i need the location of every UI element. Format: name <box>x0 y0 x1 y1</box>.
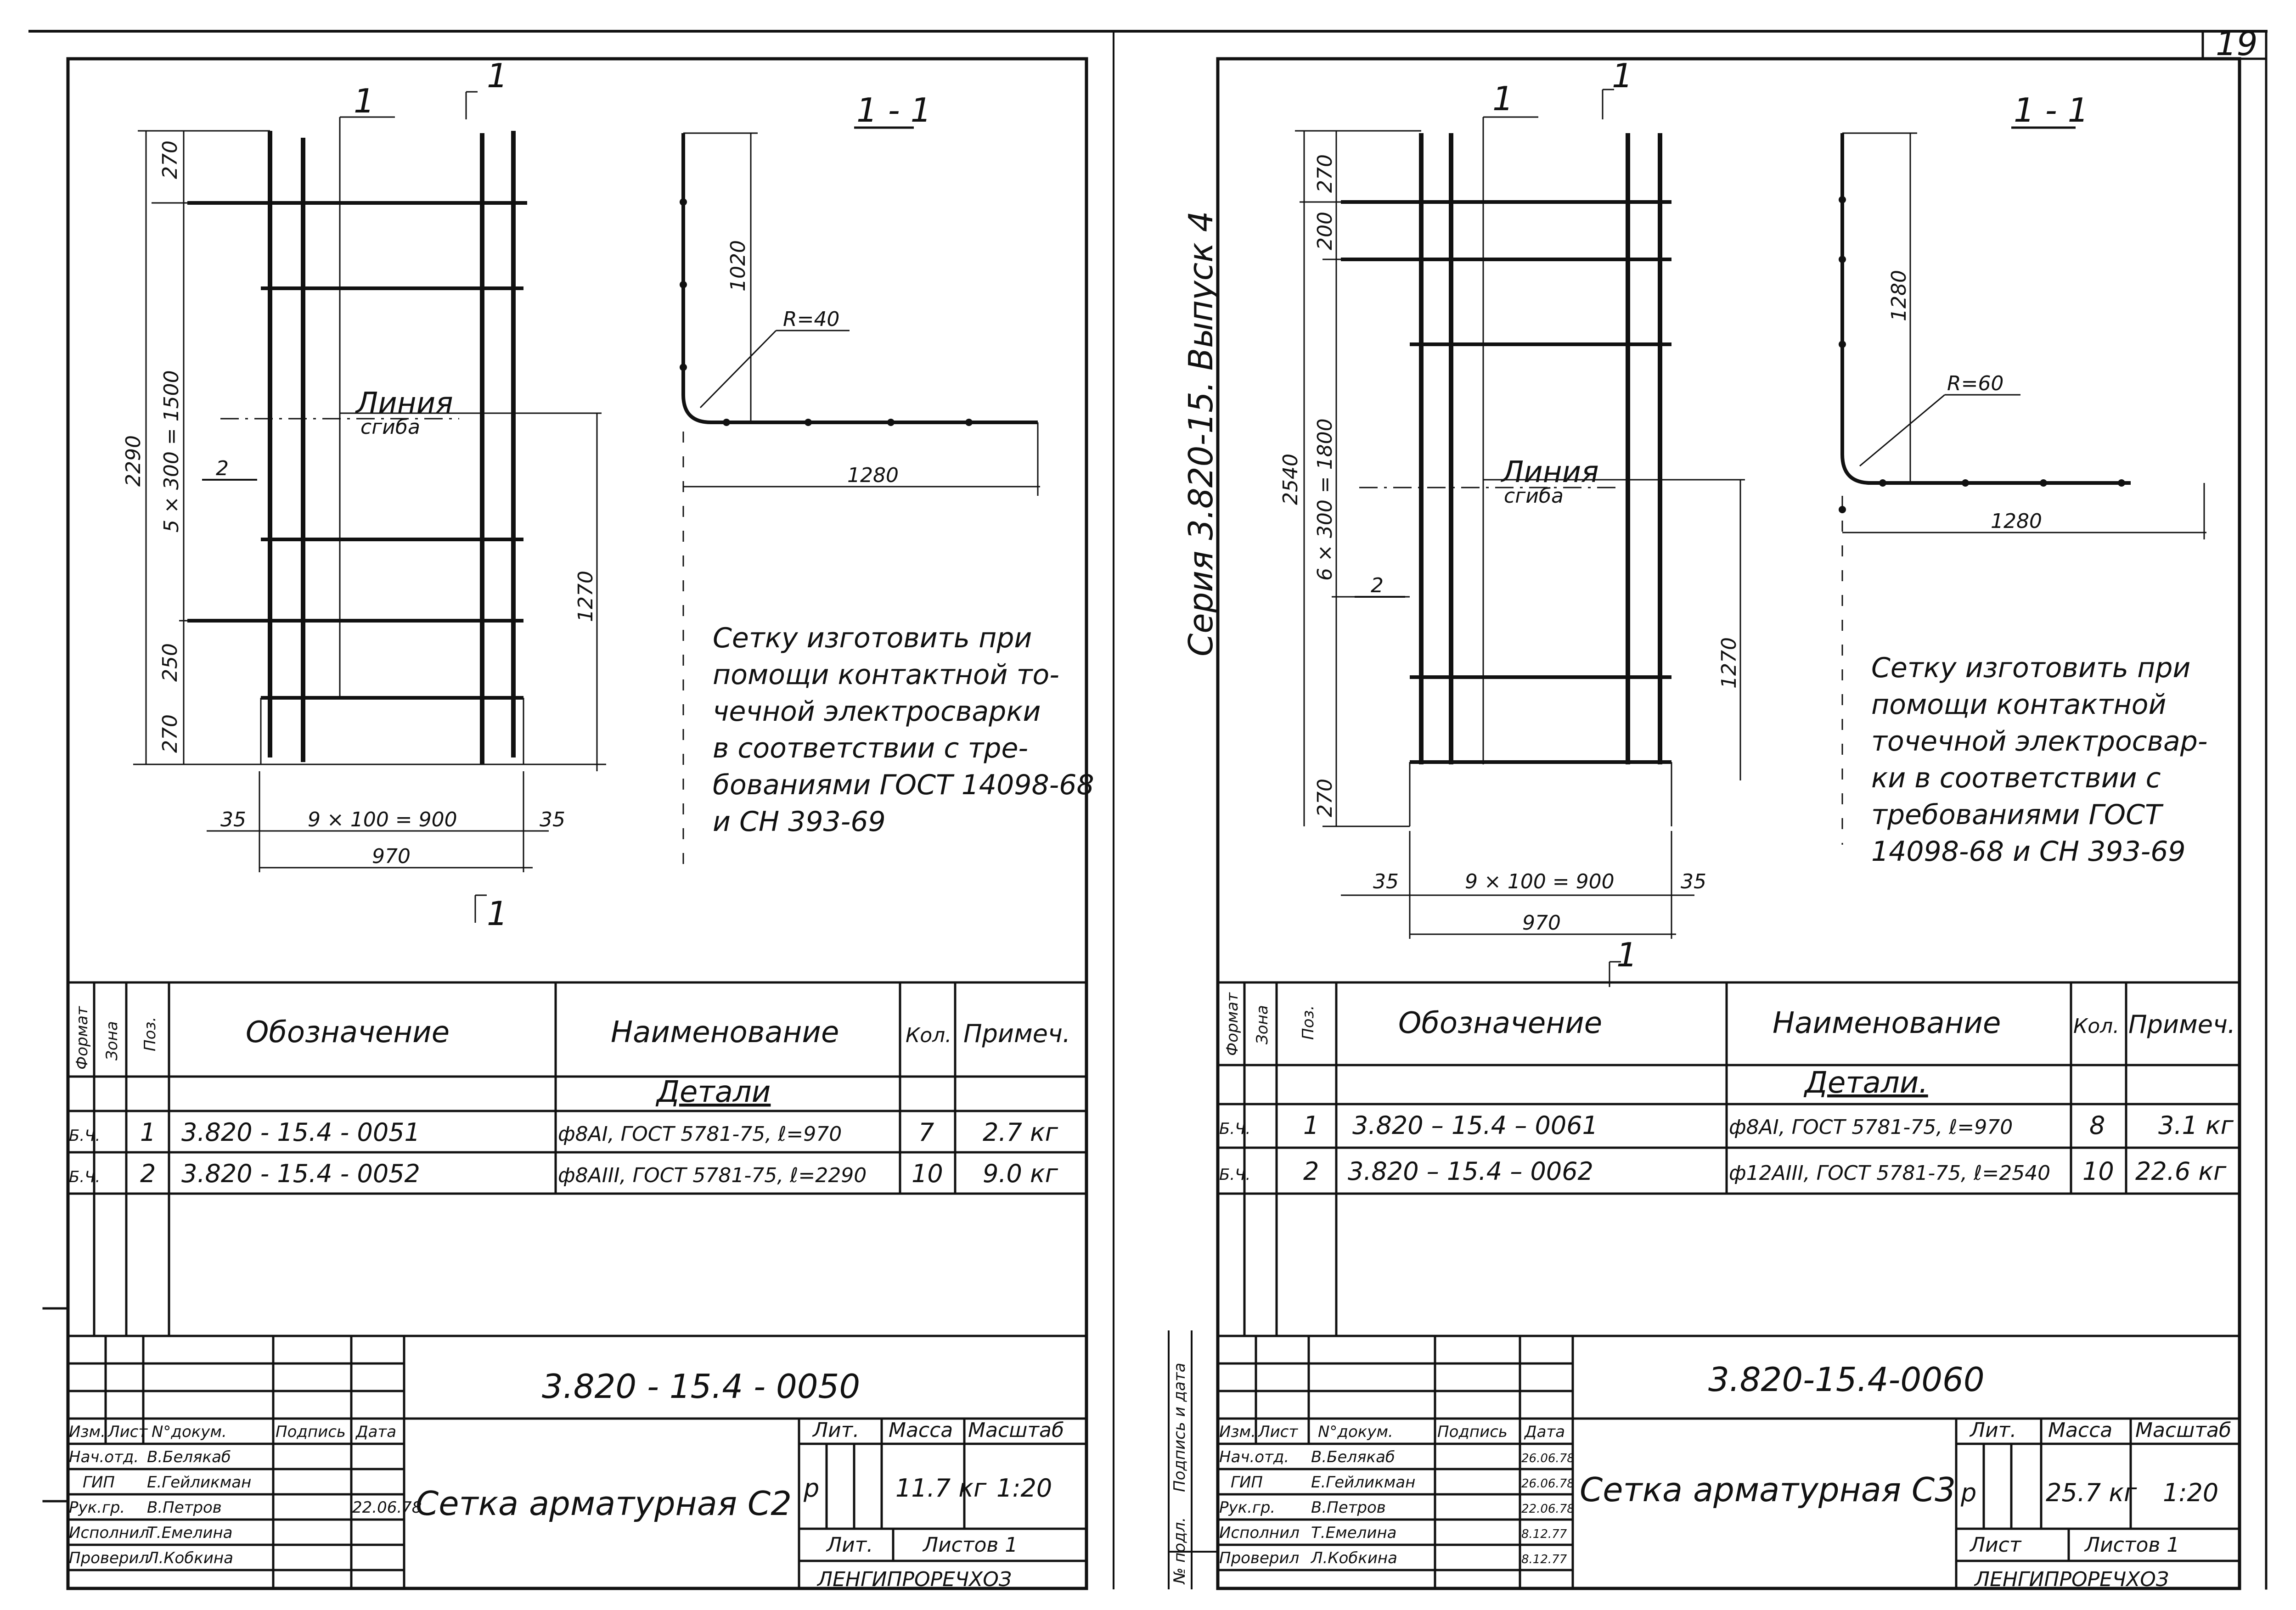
left-dim-bottom: 270 <box>158 714 182 753</box>
svg-text:Сетку изготовить при: Сетку изготовить при <box>713 622 1032 654</box>
left-title: Сетка арматурная С2 <box>416 1484 792 1523</box>
svg-text:Б.Ч.: Б.Ч. <box>1219 1166 1251 1184</box>
left-doc-code: 3.820 - 15.4 - 0050 <box>542 1367 861 1406</box>
svg-text:N°докум.: N°докум. <box>1318 1423 1393 1441</box>
left-dim-left35: 35 <box>220 808 246 831</box>
svg-text:В.Петров: В.Петров <box>1311 1498 1386 1517</box>
right-doc-code: 3.820-15.4-0060 <box>1708 1360 1985 1399</box>
svg-text:1: 1 <box>1612 56 1633 95</box>
svg-text:Проверил: Проверил <box>1219 1549 1300 1567</box>
svg-text:Б.Ч.: Б.Ч. <box>69 1168 101 1186</box>
left-hdr-name: Наименование <box>611 1015 839 1049</box>
svg-text:Лист: Лист <box>1258 1423 1298 1441</box>
svg-text:Рук.гр.: Рук.гр. <box>69 1498 125 1517</box>
svg-text:Е.Гейликман: Е.Гейликман <box>147 1473 252 1492</box>
svg-text:14098-68 и СН 393-69: 14098-68 и СН 393-69 <box>1871 836 2186 868</box>
svg-text:270: 270 <box>1313 154 1337 193</box>
right-title-block <box>1219 1360 2231 1591</box>
svg-text:R=60: R=60 <box>1947 372 2004 395</box>
left-dim-spacing: 5 × 300 = 1500 <box>160 370 183 533</box>
svg-text:9.0 кг: 9.0 кг <box>983 1159 1058 1188</box>
right-mass: 25.7 кг <box>2046 1478 2137 1507</box>
svg-text:Подпись и дата: Подпись и дата <box>1171 1363 1189 1492</box>
svg-text:35: 35 <box>1373 870 1399 893</box>
left-dim-flat: 1280 <box>847 464 899 487</box>
left-cut-label-a: 1 <box>354 82 375 120</box>
svg-text:970: 970 <box>1522 911 1561 935</box>
right-fabrication-note <box>1871 652 2208 868</box>
svg-text:2: 2 <box>140 1159 156 1188</box>
svg-text:1: 1 <box>1616 936 1638 974</box>
svg-text:Листов 1: Листов 1 <box>2085 1533 2180 1557</box>
left-dimensions <box>122 56 931 933</box>
svg-text:ГИП: ГИП <box>83 1473 115 1492</box>
svg-text:ф8АI, ГОСТ 5781-75, ℓ=970: ф8АI, ГОСТ 5781-75, ℓ=970 <box>1729 1116 2013 1139</box>
svg-text:1: 1 <box>1492 79 1514 118</box>
svg-text:Т.Емелина: Т.Емелина <box>147 1524 233 1542</box>
svg-text:Обозначение: Обозначение <box>1398 1006 1603 1040</box>
svg-text:1: 1 <box>140 1118 156 1147</box>
svg-text:Л.Кобкина: Л.Кобкина <box>1311 1549 1397 1567</box>
svg-text:точечной электросвар-: точечной электросвар- <box>1871 725 2208 757</box>
svg-text:1280: 1280 <box>1887 270 1911 321</box>
svg-text:№ подл.: № подл. <box>1171 1517 1189 1584</box>
svg-text:2540: 2540 <box>1279 454 1302 505</box>
svg-text:Исполнил: Исполнил <box>1219 1524 1300 1542</box>
svg-text:ЛЕНГИПРОРЕЧХОЗ: ЛЕНГИПРОРЕЧХОЗ <box>1975 1568 2169 1591</box>
svg-text:7: 7 <box>918 1118 934 1147</box>
svg-text:10: 10 <box>912 1159 943 1188</box>
svg-text:8.12.77: 8.12.77 <box>1521 1527 1567 1541</box>
svg-text:Б.Ч.: Б.Ч. <box>1219 1120 1251 1138</box>
svg-text:Масса: Масса <box>889 1419 953 1442</box>
left-hdr-qty: Кол. <box>906 1024 952 1047</box>
svg-text:8.12.77: 8.12.77 <box>1521 1553 1567 1566</box>
svg-text:Линия: Линия <box>1502 455 1599 489</box>
svg-text:26.06.78: 26.06.78 <box>1521 1477 1575 1491</box>
svg-text:В.Белякаб: В.Белякаб <box>147 1448 231 1466</box>
right-section-title: 1 - 1 <box>2014 91 2089 129</box>
svg-text:35: 35 <box>1681 870 1706 893</box>
svg-text:8: 8 <box>2089 1111 2105 1140</box>
svg-text:Е.Гейликман: Е.Гейликман <box>1311 1473 1416 1492</box>
svg-text:сгиба: сгиба <box>1504 484 1564 508</box>
svg-text:Наименование: Наименование <box>1773 1006 2001 1040</box>
svg-text:Дата: Дата <box>356 1423 397 1441</box>
svg-text:ф12АIII, ГОСТ 5781-75, ℓ=2540: ф12АIII, ГОСТ 5781-75, ℓ=2540 <box>1729 1161 2051 1185</box>
left-fabrication-note <box>713 622 1094 838</box>
left-scale: 1:20 <box>996 1474 1052 1503</box>
svg-text:помощи контактной то-: помощи контактной то- <box>713 659 1059 691</box>
svg-text:Б.Ч.: Б.Ч. <box>69 1127 101 1145</box>
svg-text:Кол.: Кол. <box>2073 1015 2120 1038</box>
series-label: Серия 3.820-15. Выпуск 4 <box>1182 211 1220 656</box>
svg-text:3.820 – 15.4 – 0061: 3.820 – 15.4 – 0061 <box>1352 1111 1598 1140</box>
left-section-title: 1 - 1 <box>856 91 932 129</box>
left-title-block <box>69 1367 1064 1591</box>
left-date: 22.06.78 <box>352 1498 422 1517</box>
svg-text:В.Петров: В.Петров <box>147 1498 222 1517</box>
left-spec-table <box>69 1006 1070 1188</box>
svg-text:р: р <box>804 1474 820 1503</box>
svg-text:Формат: Формат <box>1223 993 1242 1056</box>
svg-text:3.1 кг: 3.1 кг <box>2158 1111 2234 1140</box>
svg-text:10: 10 <box>2082 1157 2114 1186</box>
left-dim-bend: 1270 <box>574 571 597 622</box>
left-cut-label-c: 1 <box>487 894 508 933</box>
svg-text:3.820 - 15.4 - 0051: 3.820 - 15.4 - 0051 <box>181 1118 420 1147</box>
svg-text:Подпись: Подпись <box>1437 1423 1508 1441</box>
svg-text:Рук.гр.: Рук.гр. <box>1219 1498 1276 1517</box>
svg-text:бованиями ГОСТ 14098-68: бованиями ГОСТ 14098-68 <box>713 769 1094 801</box>
left-bend-line-2: сгиба <box>360 415 421 439</box>
left-bend-line-1: Линия <box>356 387 453 421</box>
svg-text:Т.Емелина: Т.Емелина <box>1311 1524 1397 1542</box>
right-section-details: Детали. <box>1805 1066 1928 1100</box>
svg-text:Нач.отд.: Нач.отд. <box>69 1448 139 1466</box>
left-dim-width: 970 <box>372 845 411 868</box>
svg-text:ГИП: ГИП <box>1231 1473 1263 1492</box>
svg-text:ЛЕНГИПРОРЕЧХОЗ: ЛЕНГИПРОРЕЧХОЗ <box>817 1568 1012 1591</box>
svg-text:1270: 1270 <box>1717 637 1741 689</box>
svg-text:N°докум.: N°докум. <box>152 1423 227 1441</box>
svg-text:Изм.: Изм. <box>1219 1423 1256 1441</box>
svg-text:2: 2 <box>1371 574 1384 597</box>
svg-text:Л.Кобкина: Л.Кобкина <box>147 1549 233 1567</box>
svg-text:200: 200 <box>1313 212 1337 250</box>
left-dim-total: 2290 <box>122 435 145 487</box>
left-pos-2: 2 <box>216 457 229 480</box>
page-number: 19 <box>2216 24 2258 63</box>
svg-text:Масштаб: Масштаб <box>968 1419 1064 1442</box>
svg-text:ф8АI, ГОСТ 5781-75, ℓ=970: ф8АI, ГОСТ 5781-75, ℓ=970 <box>558 1122 842 1146</box>
left-hdr-designation: Обозначение <box>246 1015 450 1049</box>
svg-text:Изм.: Изм. <box>69 1423 106 1441</box>
svg-text:помощи контактной: помощи контактной <box>1871 689 2167 721</box>
svg-text:требованиями ГОСТ: требованиями ГОСТ <box>1871 799 2162 831</box>
svg-text:в соответствии с тре-: в соответствии с тре- <box>713 732 1029 764</box>
svg-text:В.Белякаб: В.Белякаб <box>1311 1448 1395 1466</box>
svg-text:Листов 1: Листов 1 <box>923 1533 1018 1557</box>
svg-text:2.7 кг: 2.7 кг <box>983 1118 1058 1147</box>
left-dim-radius: R=40 <box>783 308 840 331</box>
svg-text:Проверил: Проверил <box>69 1549 149 1567</box>
svg-text:Лит.: Лит. <box>827 1533 873 1557</box>
svg-text:22.06.78: 22.06.78 <box>1521 1502 1575 1516</box>
left-dim-250: 250 <box>158 643 182 682</box>
svg-text:Нач.отд.: Нач.отд. <box>1219 1448 1289 1466</box>
left-hdr-format: Формат <box>73 1006 91 1070</box>
svg-text:Поз.: Поз. <box>1299 1005 1317 1040</box>
svg-text:2: 2 <box>1303 1157 1319 1186</box>
svg-text:Подпись: Подпись <box>276 1423 346 1441</box>
svg-text:1280: 1280 <box>1991 510 2042 533</box>
svg-text:26.06.78: 26.06.78 <box>1521 1452 1575 1465</box>
left-hdr-zone: Зона <box>103 1021 121 1060</box>
svg-text:3.820 – 15.4 – 0062: 3.820 – 15.4 – 0062 <box>1348 1157 1593 1186</box>
svg-text:и СН 393-69: и СН 393-69 <box>713 806 886 838</box>
side-stamp <box>1171 1363 1189 1585</box>
left-hdr-pos: Поз. <box>141 1016 159 1051</box>
right-scale: 1:20 <box>2163 1478 2219 1507</box>
svg-text:Дата: Дата <box>1525 1423 1565 1441</box>
svg-text:чечной электросварки: чечной электросварки <box>713 696 1041 728</box>
left-dim-leg: 1020 <box>726 240 750 292</box>
left-dim-right35: 35 <box>540 808 565 831</box>
svg-text:270: 270 <box>1313 779 1337 817</box>
left-mass: 11.7 кг <box>895 1474 987 1503</box>
right-title: Сетка арматурная С3 <box>1580 1470 1956 1509</box>
left-dim-bars: 9 × 100 = 900 <box>308 808 457 831</box>
svg-text:р: р <box>1961 1478 1977 1507</box>
svg-text:Исполнил: Исполнил <box>69 1524 149 1542</box>
svg-text:22.6 кг: 22.6 кг <box>2135 1157 2227 1186</box>
svg-text:6 × 300 = 1800: 6 × 300 = 1800 <box>1313 418 1337 581</box>
svg-text:1: 1 <box>1303 1111 1319 1140</box>
svg-text:ф8АIII, ГОСТ 5781-75, ℓ=2290: ф8АIII, ГОСТ 5781-75, ℓ=2290 <box>558 1164 867 1187</box>
svg-text:Зона: Зона <box>1253 1005 1272 1044</box>
svg-text:Масса: Масса <box>2048 1419 2113 1442</box>
left-section-details: Детали <box>657 1075 771 1109</box>
left-dim-top: 270 <box>158 140 182 179</box>
svg-text:ки в соответствии с: ки в соответствии с <box>1871 762 2161 794</box>
svg-text:3.820 - 15.4 - 0052: 3.820 - 15.4 - 0052 <box>181 1159 420 1188</box>
svg-text:Масштаб: Масштаб <box>2135 1419 2232 1442</box>
svg-text:Лист: Лист <box>1970 1533 2021 1557</box>
svg-text:Примеч.: Примеч. <box>2128 1010 2236 1039</box>
left-hdr-note: Примеч. <box>963 1019 1071 1048</box>
svg-text:Лист: Лист <box>108 1423 148 1441</box>
svg-text:Сетку изготовить при: Сетку изготовить при <box>1871 652 2191 684</box>
svg-text:Лит.: Лит. <box>813 1419 860 1442</box>
svg-text:Лит.: Лит. <box>1970 1419 2017 1442</box>
left-cut-label-b: 1 <box>487 56 508 95</box>
svg-text:9 × 100 = 900: 9 × 100 = 900 <box>1465 870 1615 893</box>
